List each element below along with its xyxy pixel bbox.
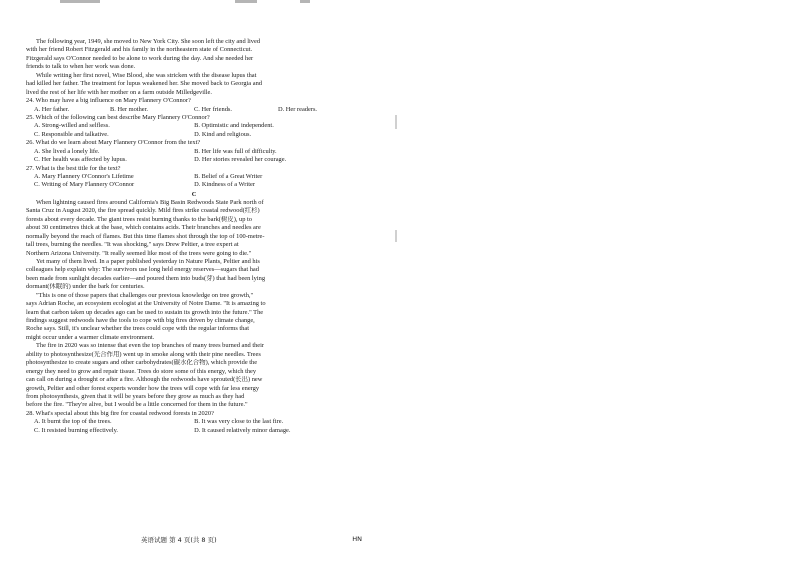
text-line: energy they need to grow and repair tissue. Trees do store some of this energy, which they (26, 367, 257, 375)
passage-b-continued (26, 38, 362, 97)
answer-option: B. Her mother. (110, 105, 148, 113)
answer-option: D. Her readers. (278, 105, 318, 113)
questions-28 (26, 410, 362, 435)
option-row (26, 106, 362, 114)
text-line: Santa Cruz in August 2020, the fire spread quickly. Mild fires strike coastal redwood(红杉) (26, 207, 260, 215)
option-row (26, 122, 362, 130)
text-line: Northern Arizona University. "It really seemed like most of the trees were going to die." (26, 249, 252, 257)
answer-option: A. Mary Flannery O'Connor's Lifetime (34, 173, 134, 180)
text-line: The following year, 1949, she moved to New York City. She soon left the city and lived (36, 38, 261, 45)
text-line: normally beyond the reach of flames. But this time flames shot through the top of 100-metre- (26, 232, 265, 240)
answer-option: C. Her health was affected by lupus. (34, 156, 127, 164)
option-row (26, 156, 362, 164)
text-line: with her friend Robert Fitzgerald and his family in the northeastern state of Connecticut. (26, 46, 253, 54)
text-line: colleagues help explain why: The survivors use long held energy reserves—sugars that had (26, 266, 259, 274)
text-line: might occur under a warmer climate environment. (26, 333, 155, 341)
text-line: tall trees, burning the needles. "It was shocking," says Drew Peltier, a tree expert at (26, 241, 239, 249)
passage-c (26, 199, 362, 410)
answer-option: C. It resisted burning effectively. (34, 426, 118, 434)
answer-option: D. Kindness of a Writer (194, 181, 255, 189)
option-row (26, 181, 362, 189)
text-line: about 30 centimetres thick at the base, which contains acids. Their branches and needles are (26, 224, 261, 232)
answer-option: A. Her father. (34, 105, 70, 113)
text-line: can call on during a drought or after a fire. Although the redwoods have sprouted(长出) new (26, 376, 263, 384)
text-line: When lightning caused fires around California's Big Basin Redwoods State Park north of (36, 198, 264, 206)
text-line: ability to photosynthesize(光合作用) went up in smoke along with their pine needles. Trees (26, 350, 261, 358)
text-line: Roche says. Still, it's unclear whether the trees could cope with the regular informs that (26, 325, 249, 333)
text-line: photosynthesize to create sugars and other carbohydrates(碳水化合物), which provide the (26, 359, 258, 367)
right-margin-mark (395, 230, 397, 242)
text-line: been made from sunlight decades earlier—and poured them into buds(芽) that had been lying (26, 274, 266, 282)
right-margin-mark (395, 115, 397, 129)
region-code: HN (352, 535, 362, 543)
answer-option: A. It burnt the top of the trees. (34, 418, 112, 426)
text-line: friends to talk to when her work was done. (26, 63, 136, 71)
text-line: learn that carbon taken up decades ago can be used to sustain its growth into the future." The (26, 308, 264, 316)
option-row (26, 148, 362, 156)
questions-24-27 (26, 97, 362, 190)
text-line: before the fire. "They're alive, but I would be a little concerned for them in the future." (26, 401, 248, 409)
answer-option: D. Her stories revealed her courage. (194, 156, 287, 164)
answer-option: A. She lived a lonely life. (34, 147, 100, 155)
section-c-heading: C (191, 190, 197, 198)
text-line: says Adrian Roche, an ecosystem ecologist at the University of Notre Dame. "It is amazing to (26, 300, 266, 308)
text-line: forests about every decade. The giant trees resist burning thanks to the bark(树皮), up to (26, 215, 252, 223)
question-stem: 24. Who may have a big influence on Mary Flannery O'Connor? (26, 97, 191, 105)
text-line: dormant(休眠的) under the bark for centuries. (26, 283, 145, 291)
page-footer (26, 535, 362, 545)
question-stem: 27. What is the best title for the text? (26, 164, 121, 172)
question-stem: 25. Which of the following can best describe Mary Flannery O'Connor? (26, 113, 210, 121)
exam-page (26, 0, 362, 565)
option-row (26, 418, 362, 426)
text-line: growth, Peltier and other forest experts wonder how the trees will cope with far less energy (26, 384, 260, 392)
text-line: "This is one of those papers that challenges our previous knowledge on tree growth," (36, 291, 254, 299)
question-stem: 26. What do we learn about Mary Flannery O'Connor from the text? (26, 139, 201, 147)
option-row (26, 173, 362, 181)
text-line: findings suggest redwoods have the tools to cope with big fires driven by climate change, (26, 317, 255, 324)
text-line: Fitzgerald says O'Connor needed to be alone to work during the day. And she needed her (26, 54, 254, 62)
answer-option: D. Kind and religious. (194, 130, 252, 138)
option-row (26, 427, 362, 435)
text-line: from photosynthesis, given that it will be years before they grow as much as they had (26, 392, 245, 400)
text-line: While writing her first novel, Wise Blood, she was stricken with the disease lupus that (36, 71, 257, 79)
answer-option: C. Writing of Mary Flannery O'Connor (34, 181, 135, 189)
answer-option: D. It caused relatively minor damage. (194, 426, 291, 434)
text-line: Yet many of them lived. In a paper published yesterday in Nature Plants, Peltier and his (36, 257, 260, 265)
text-line: had killed her father. The treatment for lupus weakened her. She moved back to Georgia and (26, 80, 262, 88)
option-row (26, 131, 362, 139)
answer-option: C. Her friends. (194, 105, 232, 113)
answer-option: C. Responsible and talkative. (34, 130, 109, 138)
answer-option: B. Her life was full of difficulty. (194, 147, 277, 155)
text-line: lived the rest of her life with her mother on a farm outside Milledgeville. (26, 88, 212, 96)
page-number-label: 英语试题 第 4 页(共 8 页) (141, 536, 217, 544)
answer-option: B. It was very close to the last fire. (194, 418, 284, 426)
question-stem: 28. What's special about this big fire for coastal redwood forests in 2020? (26, 409, 214, 417)
answer-option: B. Belief of a Great Writer (194, 173, 263, 180)
text-line: The fire in 2020 was so intense that even the top branches of many trees burned and their (36, 342, 265, 350)
answer-option: A. Strong-willed and selfless. (34, 122, 110, 130)
answer-option: B. Optimistic and independent. (194, 122, 274, 130)
